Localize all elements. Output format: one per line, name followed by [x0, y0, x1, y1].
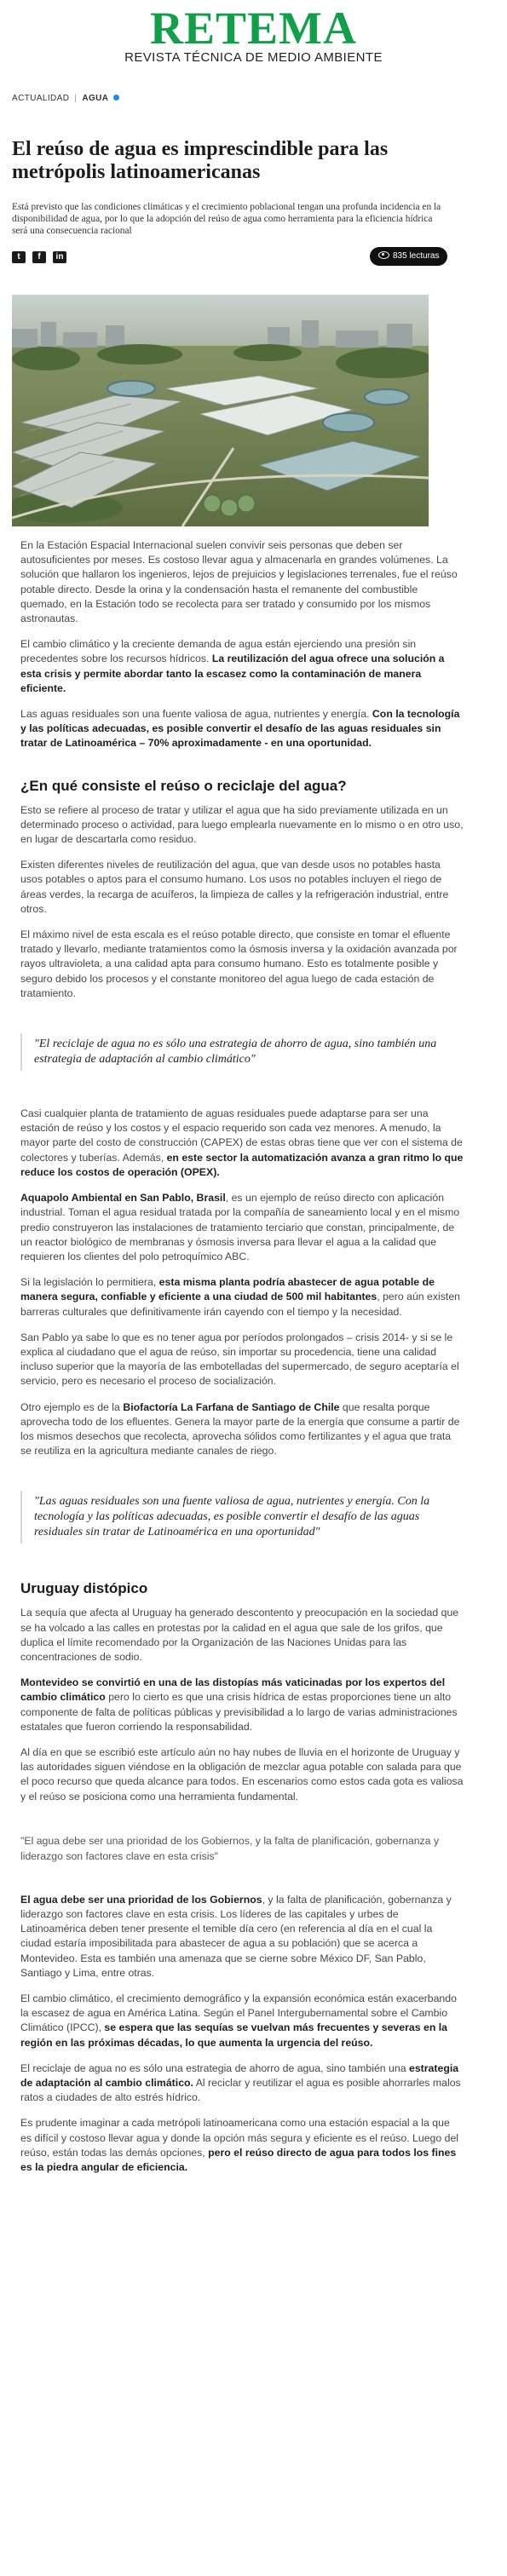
breadcrumb-section[interactable]: ACTUALIDAD [12, 94, 70, 103]
paragraph-text: Existen diferentes niveles de reutilización del agua, que van desde usos no potables hasta usos potables o aptos para el consumo humano. Los usos no potables incluyen el riego de áreas verdes, la recarga de acuíferos, la limpieza de calles y la refrigeración industrial, entre otros. [20, 859, 449, 915]
breadcrumb-category[interactable]: AGUA [82, 94, 109, 103]
eye-icon [378, 251, 389, 259]
twitter-share-icon[interactable]: t [12, 251, 26, 263]
reads-badge [370, 247, 447, 266]
pull-quote: "El reciclaje de agua no es sólo una estrategia de ahorro de agua, sino también una estrategia de adaptación al cambio climático" [20, 1033, 464, 1071]
paragraph-bold: esta misma planta podría abastecer de agua potable de manera segura, confiable y eficiente a una ciudad de 500 mil habitantes [20, 1276, 435, 1303]
paragraph [20, 858, 464, 917]
paragraph-bold: La reutilización del agua ofrece una solución a esta crisis y permite abordar tanto la escasez como la contaminación de manera eficiente. [20, 653, 445, 694]
paragraph-text: En la Estación Espacial Internacional suelen convivir seis personas que deben ser autosuficientes por meses. Es costoso llevar agua y almacenarla en grandes volúmenes. La solución que hallaron los ingenieros, lejos de prejuicios y legislaciones terrenales, fue el reúso potable directo. Desde la orina y la condensación hasta el remanente del combustible quemado, en la Estación todo se recolecta para ser tratado y consumido por los mismos astronautas. [20, 539, 458, 625]
paragraph-bold: pero el reúso directo de agua para todos los fines es la piedra angular de eficiencia. [20, 2146, 457, 2174]
pull-quote: "Las aguas residuales son una fuente valiosa de agua, nutrientes y energía. Con la tecnología y las políticas adecuadas, es posible convertir el desafío de las aguas residuales sin tratar de Latinoamérica en una oportunidad" [20, 1491, 464, 1544]
paragraph [20, 1992, 464, 2050]
paragraph-bold: estrategia de adaptación al cambio climático. [20, 2061, 459, 2090]
paragraph [20, 538, 464, 626]
paragraph [20, 707, 464, 751]
paragraph-text: Esto se refiere al proceso de tratar y utilizar el agua que ha sido previamente utilizada en un determinado proceso o actividad, para luego emplearla nuevamente en lo mismo o en otro uso, en lugar de descartarla como residuo. [20, 803, 464, 846]
paragraph-text: , pero aún existen barreras culturales que definitivamente irán cayendo con el tiempo y la necesidad. [20, 1291, 461, 1318]
facebook-share-icon[interactable]: f [32, 251, 46, 263]
article-body [20, 538, 464, 2186]
logo-tagline: REVISTA TÉCNICA DE MEDIO AMBIENTE [124, 50, 383, 65]
paragraph-text: El máximo nivel de esta escala es el reúso potable directo, que consiste en tomar el efluente tratado y llevarlo, mediante tratamientos como la ósmosis inversa y la oxidación avanzada por rayos ultravioleta, a una calidad apta para consumo humano. Esto es totalmente posible y seguro debido los procesos y el constante monitoreo del agua luego de cada estación de tratamiento. [20, 929, 458, 999]
paragraph-bold: en este sector la automatización avanza a gran ritmo lo que reduce los costos de operación (OPEX). [20, 1151, 464, 1178]
share-bar [12, 251, 66, 263]
paragraph-text: , es un ejemplo de reúso directo con aplicación industrial. Toman el agua residual tratada por la compañía de saneamiento local y en el mismo predio construyeron las instalaciones de tratamiento terciario que constan, principalmente, de un reactor biológico de membranas y ósmosis inversa para llevar el agua a la calidad que requieren los clientes del polo petroquímico ABC. [20, 1192, 460, 1262]
paragraph [20, 1107, 464, 1180]
paragraph-text: Otro ejemplo es de la [20, 1400, 124, 1413]
paragraph-bold: Montevideo se convirtió en una de las distopías más vaticinadas por los expertos del cambio climático [20, 1676, 446, 1704]
paragraph [20, 1745, 464, 1804]
paragraph [20, 2061, 464, 2106]
paragraph [20, 1606, 464, 1665]
paragraph-text: El reciclaje de agua no es sólo una estrategia de ahorro de agua, sino también una [20, 2061, 409, 2074]
paragraph [20, 1331, 464, 1389]
paragraph-bold: El agua debe ser una prioridad de los Gobiernos [20, 1893, 262, 1906]
paragraph-text: , y la falta de planificación, gobernanza y liderazgo son factores clave en esta crisis. Los líderes de las capitales y urbes de Latinoamérica deben tener presente el temible día cero (en referencia al día en el cual la ciudad estaría imposibilitada para abastecer de agua a su población) que se acerca a Montevideo. Esta es también una amenaza que se cierne sobre México DF, San Pablo, Santiago y Lima, entre otras. [20, 1893, 452, 1979]
paragraph [20, 928, 464, 1001]
paragraph-bold: Con la tecnología y las políticas adecuadas, es posible convertir el desafío de las aguas residuales sin tratar de Latinoamérica – 70% aproximadamente - en una oportunidad. [20, 708, 460, 750]
paragraph-text: Al reciclar y reutilizar el agua es posible ahorrarles malos ratos a ciudades de alto estrés hídrico. [20, 2077, 461, 2104]
paragraph-text: San Pablo ya sabe lo que es no tener agua por períodos prolongados – crisis 2014- y si se le explica al ciudadano que el agua de reúso, sin importar su procedencia, tiene una calidad incluso superior que la mayoría de las embotelladas del supermercado, de seguro aceptaría el servicio, pero es necesario el proceso de socialización. [20, 1331, 459, 1388]
inline-quote: "El agua debe ser una prioridad de los Gobiernos, y la falta de planificación, gobernanza y liderazgo son factores clave en esta crisis" [20, 1834, 440, 1862]
paragraph-bold: Aquapolo Ambiental en San Pablo, Brasil [20, 1192, 226, 1205]
logo-wordmark: RETEMA [149, 3, 357, 54]
paragraph [20, 1191, 464, 1264]
linkedin-share-icon[interactable]: in [53, 251, 66, 263]
section-heading: ¿En qué consiste el reúso o reciclaje del agua? [20, 777, 347, 794]
paragraph-bold: Biofactoría La Farfana de Santiago de Chile [123, 1400, 340, 1413]
paragraph-text: Al día en que se escribió este artículo aún no hay nubes de lluvia en el horizonte de Uruguay y las autoridades siguen viéndose en la obligación de mezclar agua potable con salada para que el poco recurso que queda alcance para todos. En escenarios como estos cada gota es valiosa y el reúso se posiciona como una herramienta fundamental. [20, 1745, 464, 1803]
paragraph-text: La sequía que afecta al Uruguay ha generado descontento y preocupación en la sociedad que se ha volcado a las calles en protestas por la calidad en el agua que sale de los grifos, que duplica el límite recomendado por la Organización de las Naciones Unidas para las concentraciones de sodio. [20, 1607, 459, 1663]
article-lede: Está previsto que las condiciones climáticas y el crecimiento poblacional tengan una profunda incidencia en la disponibilidad de agua, por lo que la adopción del reúso de agua como herramienta para la eficiencia hídrica será una consecuencia racional [12, 202, 441, 236]
paragraph-text: que resalta porque aprovecha todo de los efluentes. Genera la mayor parte de la energía que consume a partir de los mismos desechos que recolecta, aprovecha sólidos como fertilizantes y el agua que trata se reutiliza en la agricultura mediante canales de riego. [20, 1400, 460, 1458]
paragraph-text: Es prudente imaginar a cada metrópoli latinoamericana como una estación espacial a la que es difícil y costoso llevar agua y donde la opción más segura y eficiente es el reúso. Luego del reúso, están todas las demás opciones, [20, 2117, 459, 2159]
paragraph [20, 803, 464, 848]
paragraph-text: Casi cualquier planta de tratamiento de aguas residuales puede adaptarse para ser una estación de reúso y los costos y el espacio requerido son cada vez menores. A menudo, la mayor parte del costo de construcción (CAPEX) de estas obras tiene que ver con el sistema de colectores y tuberías. Además, [20, 1107, 463, 1164]
breadcrumb-separator: | [74, 94, 78, 103]
paragraph [20, 1400, 464, 1459]
paragraph [20, 1676, 464, 1734]
category-dot-icon [113, 95, 119, 101]
paragraph [20, 637, 464, 696]
paragraph [20, 2116, 464, 2175]
paragraph-text: Si la legislación lo permitiera, [20, 1276, 159, 1289]
site-logo[interactable] [0, 5, 507, 65]
paragraph-bold: se espera que las sequías se vuelvan más frecuentes y severas en la región en las próximas décadas, lo que aumenta la urgencia del reúso. [20, 2021, 448, 2049]
paragraph [20, 1893, 464, 1981]
article-title: El reúso de agua es imprescindible para las metrópolis latinoamericanas [12, 138, 389, 183]
paragraph-text: El cambio climático y la creciente demanda de agua están ejerciendo una presión sin precedentes sobre los recursos hídricos. [20, 638, 417, 665]
reads-count: 835 lecturas [393, 251, 440, 261]
paragraph-text: El cambio climático, el crecimiento demográfico y la expansión económica están exacerbando la escasez de agua en América Latina. Según el Panel Intergubernamental sobre el Cambio Climático (IPCC), [20, 1992, 457, 2034]
paragraph-text: Las aguas residuales son una fuente valiosa de agua, nutrientes y energía. [20, 708, 372, 721]
treatment-plant-illustration [12, 295, 429, 526]
section-heading: Uruguay distópico [20, 1580, 148, 1597]
paragraph-text: pero lo cierto es que una crisis hídrica de estas proporciones tiene un alto componente de falta de políticas públicas y previsibilidad a lo largo de varias administraciones estatales que fueron corriendo la responsabilidad. [20, 1691, 458, 1733]
paragraph [20, 1275, 464, 1320]
breadcrumb [12, 94, 119, 103]
hero-image [12, 295, 429, 526]
